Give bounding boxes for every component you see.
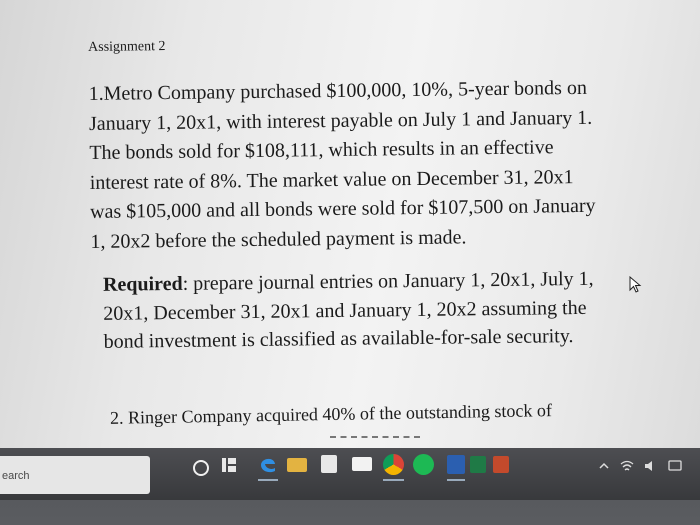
q1-line: 1, 20x2 before the scheduled payment is made. [90, 225, 467, 253]
file-explorer-icon[interactable] [287, 458, 307, 472]
required-line: 20x1, December 31, 20x1 and January 1, 20x2 assuming the [103, 296, 587, 325]
word-icon[interactable] [447, 455, 465, 474]
required-paragraph [103, 264, 652, 356]
q1-line: interest rate of 8%. The market value on December 31, 20x1 [89, 165, 574, 194]
notification-icon[interactable] [668, 460, 682, 472]
active-indicator [447, 479, 465, 481]
powerpoint-icon[interactable] [493, 456, 509, 473]
assignment-title: Assignment 2 [88, 39, 166, 55]
document-content [88, 33, 652, 356]
task-view-icon[interactable] [222, 458, 236, 472]
mail-icon[interactable] [352, 457, 372, 471]
question-1 [88, 73, 650, 257]
required-label: Required [102, 272, 183, 296]
active-indicator [383, 479, 404, 481]
q1-line: January 1, 20x1, with interest payable on July 1 and January 1. [88, 106, 593, 135]
q1-line: The bonds sold for $108,111, which results in an effective [89, 136, 554, 164]
taskbar [0, 448, 700, 500]
chrome-icon[interactable] [383, 454, 404, 475]
chevron-up-icon[interactable] [598, 460, 610, 472]
search-placeholder: earch [2, 470, 30, 482]
mouse-cursor-icon [629, 276, 643, 294]
volume-icon[interactable] [644, 460, 658, 472]
store-icon[interactable] [321, 455, 337, 473]
excel-icon[interactable] [470, 456, 486, 473]
edge-icon[interactable] [258, 454, 278, 474]
network-icon[interactable] [620, 460, 634, 472]
q1-line: 1.Metro Company purchased $100,000, 10%, 5-year bonds on [88, 76, 588, 105]
active-indicator [258, 479, 278, 481]
question-2: 2. Ringer Company acquired 40% of the outstanding stock of [109, 400, 553, 428]
q1-line: was $105,000 and all bonds were sold for $107,500 on January [89, 194, 596, 223]
required-line: : prepare journal entries on January 1, 20x1, July 1, [182, 267, 594, 295]
cortana-icon[interactable] [193, 460, 209, 476]
cut-off-line [330, 436, 420, 438]
required-line: bond investment is classified as available-for-sale security. [103, 325, 574, 353]
spotify-icon[interactable] [413, 454, 434, 475]
